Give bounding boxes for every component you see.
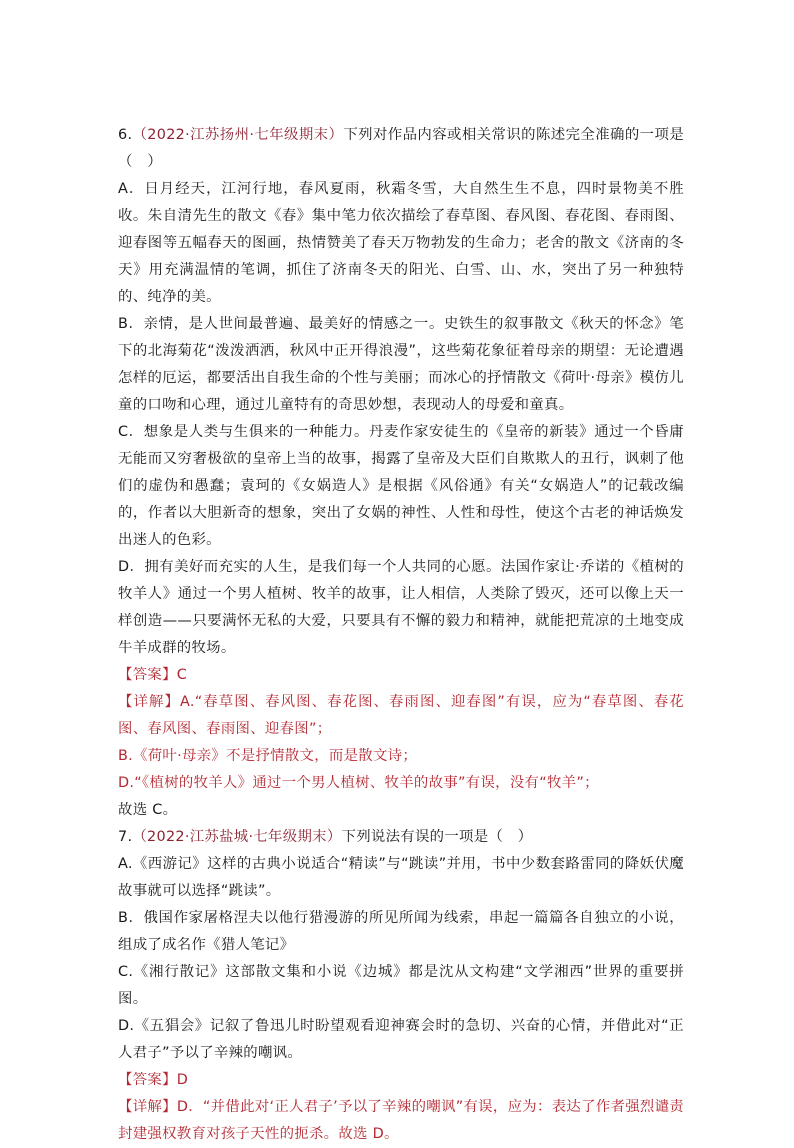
- q6-option-a: A．日月经天，江河行地，春风夏雨，秋霜冬雪，大自然生生不息，四时景物美不胜收。朱自清先生的散文《春》集中笔力依次描绘了春草图、春风图、春花图、春雨图、迎春图等五幅春天的图画，热情赞美了春天万物勃发的生命力；老舍的散文《济南的冬天》用充满温情的笔调，抓住了济南冬天的阳光、白雪、山、水，突出了另一种独特的、纯净的美。: [118, 181, 684, 305]
- q6-answer-value: C: [176, 667, 188, 683]
- q6-detail-a-text: A.“春草图、春风图、春花图、春雨图、迎春图”有误，应为“春草图、春花图、春风图、春雨图、迎春图”；: [118, 694, 684, 737]
- q6-detail-a: [118, 689, 684, 743]
- q7-stem-text: 下列说法有误的一项是（ ）: [341, 829, 533, 845]
- q6-detail-tag: 【详解】: [118, 694, 180, 710]
- q7-number: 7.: [118, 829, 133, 845]
- q7-stem: [118, 824, 684, 851]
- q7-option-c: C.《湘行散记》这部散文集和小说《边城》都是沈从文构建“文学湘西”世界的重要拼图。: [118, 964, 684, 1007]
- q7-option-a: A.《西游记》这样的古典小说适合“精读”与“跳读”并用，书中少数套路雷同的降妖伏魔故事就可以选择“跳读”。: [118, 856, 684, 899]
- q6-source: （2022·江苏扬州·七年级期末）: [132, 127, 344, 143]
- q7-detail-tag: 【详解】: [118, 1099, 177, 1115]
- q7-option-b: B．俄国作家屠格涅夫以他行猎漫游的所见所闻为线索，串起一篇篇各自独立的小说，组成了成名作《猎人笔记》: [118, 910, 684, 953]
- q6-conclusion: 故选 C。: [118, 802, 178, 818]
- q6-number: 6.: [118, 127, 133, 143]
- q7-answer-value: D: [176, 1072, 189, 1088]
- q6-option-d: D．拥有美好而充实的人生，是我们每一个人共同的心愿。法国作家让·乔诺的《植树的牧羊人》通过一个男人植树、牧羊的故事，让人相信，人类除了毁灭，还可以像上天一样创造——只要满怀无私的大爱，只要具有不懈的毅力和精神，就能把荒凉的土地变成牛羊成群的牧场。: [118, 559, 684, 656]
- q7-option-d: D.《五猖会》记叙了鲁迅儿时盼望观看迎神赛会时的急切、兴奋的心情，并借此对“正人君子”予以了辛辣的嘲讽。: [118, 1018, 684, 1061]
- q6-detail-d: D.“《植树的牧羊人》通过一个男人植树、牧羊的故事”有误，没有“牧羊”；: [118, 775, 599, 791]
- q6-stem: [118, 122, 684, 176]
- q6-option-c: C．想象是人类与生俱来的一种能力。丹麦作家安徒生的《皇帝的新装》通过一个昏庸无能而又穷奢极欲的皇帝上当的故事，揭露了皇帝及大臣们自欺欺人的丑行，讽刺了他们的虚伪和愚蠢；袁珂的《女娲造人》是根据《风俗通》有关“女娲造人”的记载改编的，作者以大胆新奇的想象，突出了女娲的神性、人性和母性，使这个古老的神话焕发出迷人的色彩。: [118, 424, 684, 548]
- q7-answer-tag: 【答案】: [118, 1072, 177, 1088]
- q6-stem-text: 下列对作品内容或相关常识的陈述完全准确的一项是（ ）: [118, 127, 685, 170]
- q7-answer: [118, 1067, 684, 1094]
- q7-source: （2022·江苏盐城·七年级期末）: [132, 829, 342, 845]
- q6-answer-tag: 【答案】: [118, 667, 177, 683]
- q6-answer: [118, 662, 684, 689]
- q7-detail: [118, 1094, 684, 1148]
- q6-option-b: B．亲情，是人世间最普遍、最美好的情感之一。史铁生的叙事散文《秋天的怀念》笔下的北海菊花“泼泼洒洒，秋风中正开得浪漫”，这些菊花象征着母亲的期望：无论遭遇怎样的厄运，都要活出自我生命的个性与美丽；而冰心的抒情散文《荷叶·母亲》模仿儿童的口吻和心理，通过儿童特有的奇思妙想，表现动人的母爱和童真。: [118, 316, 684, 413]
- q6-detail-b: B.《荷叶·母亲》不是抒情散文，而是散文诗；: [118, 748, 418, 764]
- q7-detail-text: D．“并借此对‘正人君子’予以了辛辣的嘲讽”有误，应为：表达了作者强烈谴责封建强权教育对孩子天性的扼杀。故选 D。: [118, 1099, 684, 1142]
